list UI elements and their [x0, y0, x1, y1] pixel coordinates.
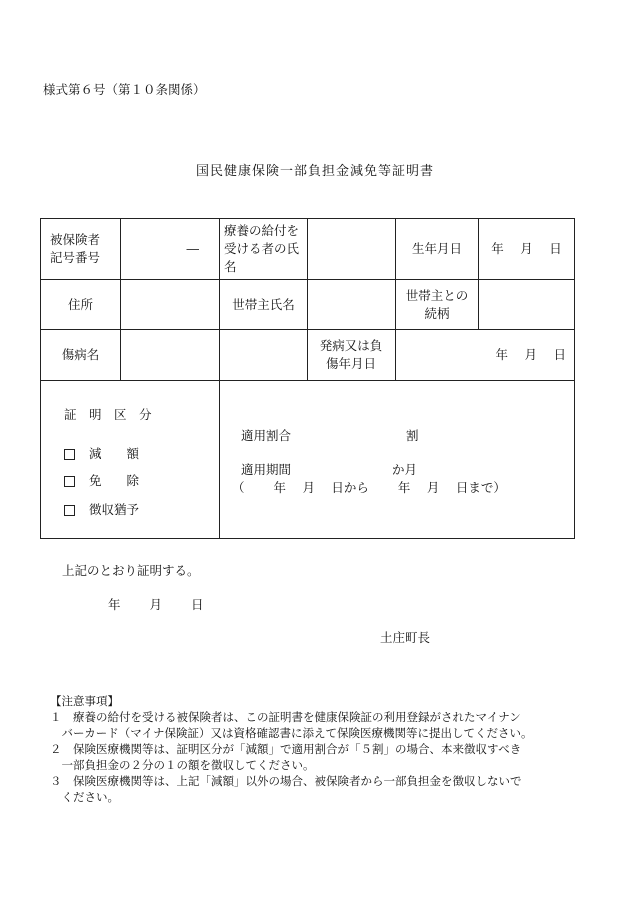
- checkbox-reduction[interactable]: [64, 449, 75, 460]
- issuer-name: 土庄町長: [380, 630, 431, 645]
- insured-number-field[interactable]: ―: [186, 240, 199, 256]
- address-field[interactable]: [121, 280, 219, 329]
- notes-heading: 【注意事項】: [50, 694, 119, 708]
- period-range: （ 年 月 日から 年 月 日まで）: [232, 480, 506, 495]
- certificate-table: [40, 218, 575, 539]
- certify-statement: 上記のとおり証明する。: [62, 563, 200, 578]
- insured-number-label: 被保険者記号番号: [50, 231, 101, 265]
- recipient-name-field[interactable]: [308, 218, 395, 279]
- householder-field[interactable]: [308, 280, 395, 329]
- note-line: ２ 保険医療機関等は、証明区分が「減額」で適用割合が「５割」の場合、本来徴収すべき: [50, 742, 522, 756]
- onset-label: 発病又は負傷年月日: [319, 338, 383, 371]
- option-deferment[interactable]: 徴収猶予: [64, 500, 139, 518]
- checkbox-deferment[interactable]: [64, 505, 75, 516]
- recipient-name-label: 療養の給付を受ける者の氏名: [224, 222, 300, 274]
- note-line: バーカード（マイナ保険証）又は資格確認書に添えて保険医療機関等に提出してください。: [50, 726, 533, 740]
- injury-label: 傷病名: [61, 347, 100, 362]
- relationship-label: 世帯主との続柄: [405, 287, 469, 321]
- checkbox-exemption[interactable]: [64, 476, 75, 487]
- rate-unit: 割: [406, 428, 419, 443]
- form-number: 様式第６号（第１０条関係）: [43, 82, 206, 97]
- birthdate-label: 生年月日: [411, 240, 462, 256]
- notes-section: [50, 693, 610, 805]
- onset-field[interactable]: 年 月 日: [495, 347, 566, 362]
- address-label: 住所: [67, 296, 93, 312]
- note-line: ください。: [50, 790, 119, 804]
- note-line: １ 療養の給付を受ける被保険者は、この証明書を健康保険証の利用登録がされたマイナン: [50, 710, 521, 724]
- relationship-field[interactable]: [479, 280, 574, 329]
- householder-label: 世帯主氏名: [232, 296, 295, 312]
- document-title: 国民健康保険一部負担金減免等証明書: [195, 164, 434, 179]
- certify-date[interactable]: 年 月 日: [108, 597, 204, 612]
- period-unit: か月: [392, 462, 418, 477]
- rate-label: 適用割合: [241, 428, 292, 443]
- note-line: ３ 保険医療機関等は、上記「減額」以外の場合、被保険者から一部負担金を徴収しないで: [50, 774, 522, 788]
- birthdate-field[interactable]: 年 月 日: [491, 240, 562, 256]
- period-label: 適用期間: [241, 462, 292, 477]
- category-label: 証 明 区 分: [64, 407, 152, 422]
- injury-field[interactable]: [121, 330, 307, 380]
- option-reduction[interactable]: 減 額: [64, 444, 139, 462]
- note-line: 一部負担金の２分の１の額を徴収してください。: [50, 758, 315, 772]
- option-exemption[interactable]: 免 除: [64, 471, 139, 489]
